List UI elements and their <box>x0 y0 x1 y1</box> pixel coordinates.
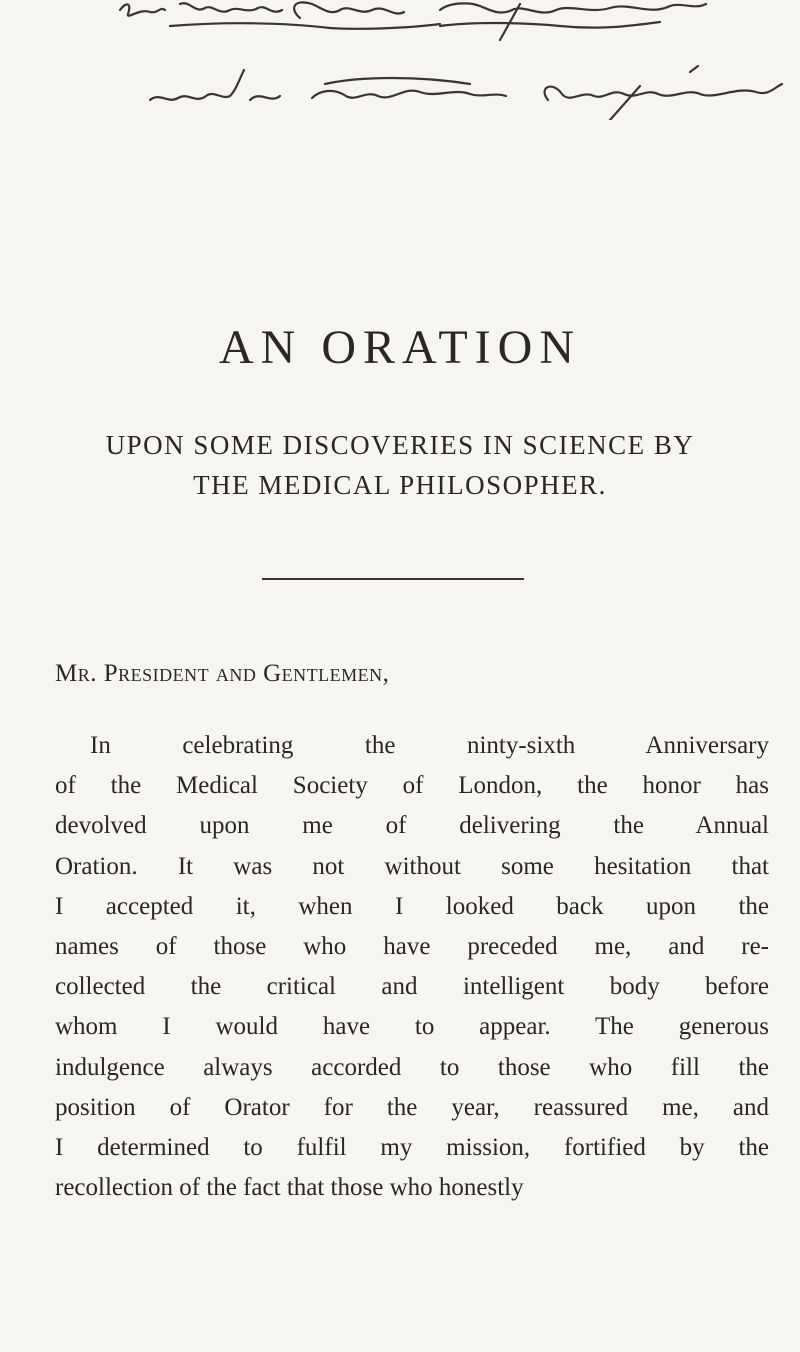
subtitle-line-2: THE MEDICAL PHILOSOPHER. <box>193 470 607 500</box>
body-line: I determined to fulfil my mission, fortified by the <box>55 1134 769 1162</box>
body-line: position of Orator for the year, reassured me, and <box>55 1093 769 1121</box>
handwriting-svg <box>0 0 800 120</box>
body-line: of the Medical Society of London, the honor has <box>55 772 769 800</box>
body-line: indulgence always accorded to those who fill the <box>55 1053 769 1081</box>
body-line: Oration. It was not without some hesitation that <box>55 852 769 880</box>
subtitle <box>0 425 800 505</box>
body-line: names of those who have preceded me, and re- <box>55 933 769 961</box>
body-line: collected the critical and intelligent body before <box>55 973 769 1001</box>
body-line: I accepted it, when I looked back upon the <box>55 892 769 920</box>
body-line: recollection of the fact that those who honestly <box>55 1174 524 1202</box>
body-paragraph <box>55 726 769 1208</box>
page-title: AN ORATION <box>219 321 581 374</box>
divider-rule <box>262 578 524 580</box>
handwritten-inscription <box>0 0 800 120</box>
body-line: whom I would have to appear. The generous <box>55 1013 769 1041</box>
subtitle-line-1: UPON SOME DISCOVERIES IN SCIENCE BY <box>105 430 695 460</box>
body-line: In celebrating the ninty-sixth Anniversary <box>90 732 769 759</box>
body-line: devolved upon me of delivering the Annual <box>55 812 769 840</box>
salutation: Mr. President and Gentlemen, <box>55 660 390 687</box>
